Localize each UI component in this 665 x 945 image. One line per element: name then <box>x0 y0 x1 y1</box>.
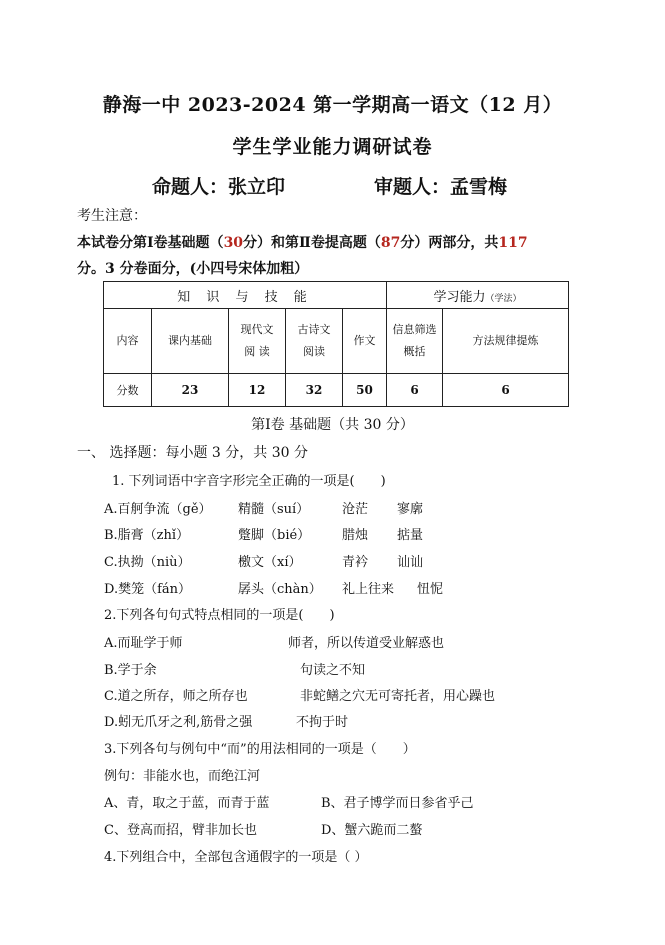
exam-title: 静海一中 2023-2024 第一学期高一语文（12 月） <box>102 94 563 116</box>
header-line: 信息筛选 <box>392 323 437 336</box>
header-line: 阅 读 <box>244 345 270 358</box>
q1-option-c: C.执拗（niù） <box>104 555 191 570</box>
table-score-cell: 50 <box>343 374 387 407</box>
q1-option-c: 青衿 <box>342 555 369 570</box>
table-header-modern <box>229 309 286 374</box>
q3-option-a: A、青，取之于蓝，而青于蓝 <box>104 796 270 811</box>
table-score-cell: 6 <box>443 374 569 407</box>
table-header-essay: 作文 <box>343 309 387 374</box>
q2-option-b: 句读之不知 <box>300 663 366 678</box>
q1-option-b: B.脂膏（zhǐ） <box>104 528 190 543</box>
notice-line-1 <box>77 233 528 253</box>
score-table <box>103 281 569 407</box>
q1-option-c: 讪讪 <box>397 555 424 570</box>
q1-option-c: 檄文（xí） <box>238 555 302 570</box>
q2-option-d: 不拘于时 <box>296 715 349 730</box>
q1-option-d: 礼上往来 <box>342 582 395 597</box>
notice-text: 分）两部分，共 <box>400 235 499 251</box>
table-score-cell: 32 <box>286 374 343 407</box>
table-group-ability-note: （学法） <box>485 293 522 304</box>
table-score-cell: 23 <box>152 374 229 407</box>
q1-option-d: D.樊笼（fán） <box>104 582 192 597</box>
notice-line-2: 分。3 分卷面分，(小四号宋体加粗） <box>77 261 309 277</box>
q1-option-d: 忸怩 <box>417 582 444 597</box>
table-header-method: 方法规律提炼 <box>443 309 569 374</box>
table-group-ability <box>387 282 569 309</box>
question-4: 4.下列组合中，全部包含通假字的一项是（ ） <box>104 850 368 865</box>
table-group-knowledge: 知 识 与 技 能 <box>104 282 387 309</box>
score-total: 117 <box>498 235 528 251</box>
q2-option-c: C.道之所存，师之所存也 <box>104 689 248 704</box>
q1-option-b: 掂量 <box>397 528 424 543</box>
table-score-cell: 12 <box>229 374 286 407</box>
q1-option-a: 寥廓 <box>397 502 424 517</box>
header-line: 古诗文 <box>297 323 331 336</box>
q1-option-d: 孱头（chàn） <box>238 582 322 597</box>
q2-option-d: D.蚓无爪牙之利,筋骨之强 <box>104 715 253 730</box>
q3-option-d: D、蟹六跪而二螯 <box>321 823 423 838</box>
score-basic: 30 <box>223 235 244 251</box>
table-group-ability-label: 学习能力 <box>433 289 486 305</box>
question-3: 3.下列各句与例句中“而”的用法相同的一项是（ ） <box>104 742 416 757</box>
header-line: 现代文 <box>240 323 274 336</box>
q3-example: 例句：非能水也，而绝江河 <box>104 769 261 784</box>
q1-option-a: 沧茫 <box>342 502 369 517</box>
table-score-cell: 6 <box>387 374 443 407</box>
author-label: 命题人：张立印 <box>152 176 286 198</box>
q1-option-b: 腊烛 <box>342 528 369 543</box>
q1-option-a: A.百舸争流（gě） <box>104 502 212 517</box>
q2-option-a: 师者，所以传道受业解惑也 <box>288 636 445 651</box>
section-heading: 第Ⅰ卷 基础题（共 30 分） <box>251 417 414 433</box>
table-header-classical <box>286 309 343 374</box>
part-heading: 一、 选择题：每小题 3 分，共 30 分 <box>77 445 308 461</box>
score-advanced: 87 <box>380 235 401 251</box>
notice-text: 分）和第Ⅱ卷提高题（ <box>243 235 381 251</box>
exam-subtitle: 学生学业能力调研试卷 <box>232 136 433 158</box>
table-header-info <box>387 309 443 374</box>
q1-option-b: 蹩脚（bié） <box>238 528 311 543</box>
q3-option-c: C、登高而招，臂非加长也 <box>104 823 257 838</box>
q1-option-a: 精髓（suí） <box>238 502 310 517</box>
table-header-basic: 课内基础 <box>152 309 229 374</box>
notice-text: 本试卷分第Ⅰ卷基础题（ <box>77 235 224 251</box>
table-header-content: 内容 <box>104 309 152 374</box>
notice-heading: 考生注意： <box>77 208 147 224</box>
q3-option-b: B、君子博学而日参省乎己 <box>321 796 474 811</box>
q2-option-a: A.而耻学于师 <box>104 636 183 651</box>
question-2: 2.下列各句句式特点相同的一项是( ) <box>104 608 335 623</box>
q2-option-c: 非蛇鳝之穴无可寄托者，用心躁也 <box>300 689 496 704</box>
q2-option-b: B.学于余 <box>104 663 157 678</box>
header-line: 阅读 <box>303 345 325 358</box>
question-1: 1. 下列词语中字音字形完全正确的一项是( ) <box>112 474 386 489</box>
table-row-label: 分数 <box>104 374 152 407</box>
header-line: 概括 <box>403 345 426 358</box>
reviewer-label: 审题人：孟雪梅 <box>374 176 508 198</box>
